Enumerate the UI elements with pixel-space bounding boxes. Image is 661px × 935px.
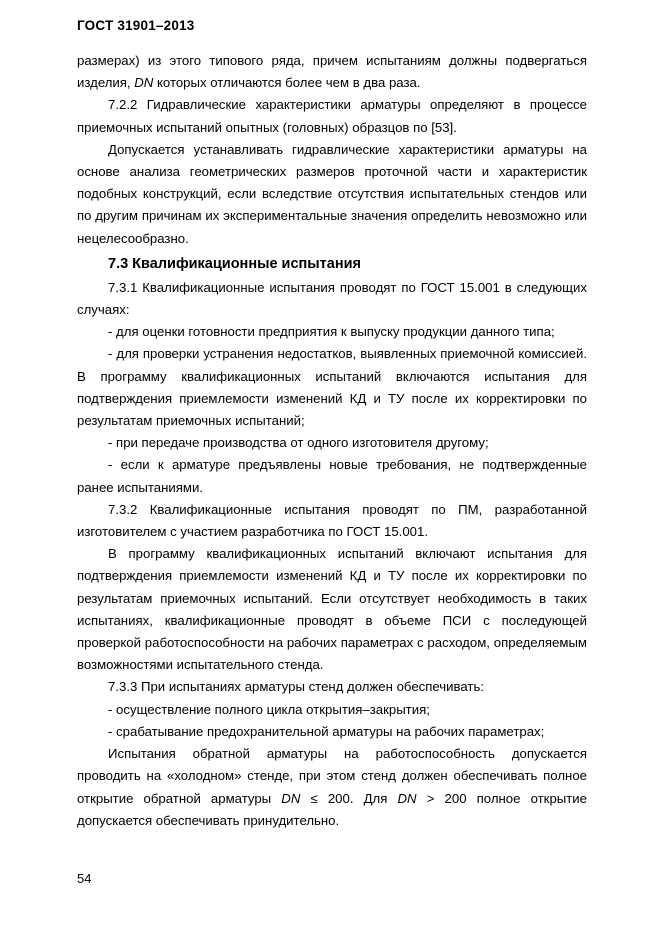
document-header: ГОСТ 31901–2013 — [77, 18, 195, 33]
paragraph-continuation: размерах) из этого типового ряда, причем испытаниям должны подвергаться изделия, DN которых отличаются более чем в два раза. — [77, 53, 587, 91]
list-item: - для проверки устранения недостатков, выявленных приемочной комиссией. В программу квалификационных испытаний включаются испытания для подтверждения приемлемости изменений КД и ТУ после их корректировки по результатам приемочных испытаний; — [77, 346, 587, 429]
paragraph-7-3-1: 7.3.1 Квалификационные испытания проводят по ГОСТ 15.001 в следующих случаях: — [77, 279, 587, 318]
paragraph-check-valve: Испытания обратной арматуры на работоспособность допускается проводить на «холодном» стенде, при этом стенд должен обеспечивать полное открытие обратной арматуры DN ≤ 200. Для DN > 200 полное открытие допускается обеспечивать принудительно. — [77, 746, 588, 828]
paragraph-program: В программу квалификационных испытаний включают испытания для подтверждения приемлемости изменений КД и ТУ после их корректировки по результатам приемочных испытаний. Если отсутствует необходимость в таких испытаниях, квалификационные проводят в объеме ПСИ с последующей проверкой работоспособности на рабочих параметрах с расходом, определяемым возможностями испытательного стенда. — [77, 546, 587, 673]
paragraph-7-3-3: 7.3.3 При испытаниях арматуры стенд должен обеспечивать: — [108, 679, 484, 695]
section-heading-7-3: 7.3 Квалификационные испытания — [108, 255, 361, 272]
list-item: - при передаче производства от одного изготовителя другому; — [108, 435, 489, 451]
list-item: - если к арматуре предъявлены новые требования, не подтвержденные ранее испытаниями. — [77, 457, 587, 495]
document-body — [77, 50, 587, 832]
paragraph-hydraulic-allowance: Допускается устанавливать гидравлические характеристики арматуры на основе анализа геометрических размеров проточной части и характеристик подобных конструкций, если вследствие отсутствия испытательных стендов или по другим причинам их экспериментальные значения определить невозможно или нецелесообразно. — [77, 141, 587, 246]
list-item: - для оценки готовности предприятия к выпуску продукции данного типа; — [108, 324, 555, 340]
page-number: 54 — [77, 871, 92, 886]
list-item: - осуществление полного цикла открытия–закрытия; — [108, 701, 430, 717]
paragraph-7-3-2: 7.3.2 Квалификационные испытания проводят по ПМ, разработанной изготовителем с участием разработчика по ГОСТ 15.001. — [77, 501, 587, 540]
paragraph-7-2-2: 7.2.2 Гидравлические характеристики арматуры определяют в процессе приемочных испытаний опытных (головных) образцов по [53]. — [77, 97, 587, 135]
list-item: - срабатывание предохранительной арматуры на рабочих параметрах; — [108, 723, 545, 739]
